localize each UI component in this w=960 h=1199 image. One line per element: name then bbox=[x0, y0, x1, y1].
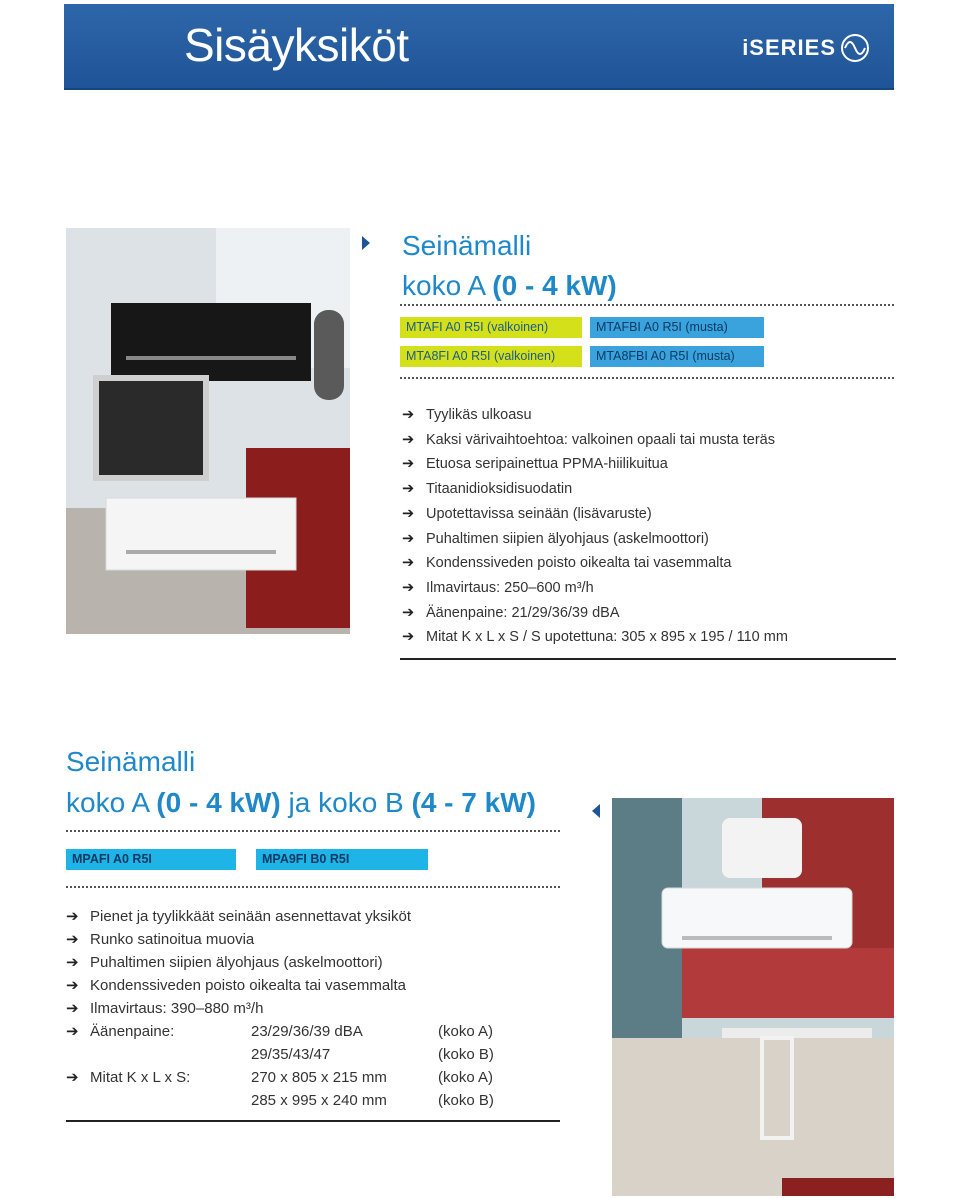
section1-title-line1: Seinämalli bbox=[402, 230, 532, 261]
section2-title-line1: Seinämalli bbox=[66, 746, 196, 777]
list-item: ➔ Mitat K x L x S / S upotettuna: 305 x 895 x 195 / 110 mm bbox=[402, 625, 788, 650]
arrow-right-icon: ➔ bbox=[66, 908, 79, 925]
list-item: ➔ Etuosa seripainettua PPMA-hiilikuitua bbox=[402, 452, 788, 477]
model-badge: MTA8FBI A0 R5I (musta) bbox=[590, 346, 764, 367]
section1-title-line2 bbox=[402, 266, 617, 306]
arrow-right-icon: ➔ bbox=[402, 481, 415, 498]
arrow-right-icon: ➔ bbox=[402, 431, 415, 448]
logo-text: iSERIES bbox=[742, 35, 836, 60]
feature-list bbox=[66, 905, 411, 1020]
list-item: ➔ Kaksi värivaihtoehtoa: valkoinen opaali tai musta teräs bbox=[402, 428, 788, 453]
list-item: ➔ Kondenssiveden poisto oikealta tai vasemmalta bbox=[66, 974, 411, 997]
divider-solid bbox=[400, 658, 896, 660]
model-badge: MTAFI A0 R5I (valkoinen) bbox=[400, 317, 582, 338]
arrow-right-icon: ➔ bbox=[402, 555, 415, 572]
section2-title-line2: koko A (0 - 4 kW) ja koko B (4 - 7 kW) bbox=[66, 787, 536, 818]
iseries-logo bbox=[742, 32, 870, 64]
list-item: ➔ Äänenpaine: 21/29/36/39 dBA bbox=[402, 601, 788, 626]
section-marker-icon bbox=[592, 804, 600, 818]
list-item: ➔ Titaanidioksidisuodatin bbox=[402, 477, 788, 502]
arrow-right-icon: ➔ bbox=[66, 1000, 79, 1017]
arrow-right-icon: ➔ bbox=[66, 931, 79, 948]
kitchen-photo bbox=[612, 798, 894, 1196]
arrow-right-icon: ➔ bbox=[66, 1023, 79, 1040]
model-badge: MTA8FI A0 R5I (valkoinen) bbox=[400, 346, 582, 367]
divider-dotted bbox=[66, 886, 560, 888]
list-item: ➔ Puhaltimen siipien älyohjaus (askelmoottori) bbox=[402, 527, 788, 552]
sine-wave-icon bbox=[840, 33, 870, 63]
list-item: ➔ Ilmavirtaus: 390–880 m³/h bbox=[66, 997, 411, 1020]
divider-dotted bbox=[66, 830, 560, 832]
size-label: koko A bbox=[402, 270, 493, 301]
list-item: ➔ Upotettavissa seinään (lisävaruste) bbox=[402, 502, 788, 527]
page-header bbox=[64, 4, 894, 90]
list-item: ➔ Ilmavirtaus: 250–600 m³/h bbox=[402, 576, 788, 601]
section-marker-icon bbox=[362, 236, 370, 250]
arrow-right-icon: ➔ bbox=[402, 579, 415, 596]
spec-row: 285 x 995 x 240 mm (koko B) bbox=[251, 1092, 494, 1109]
spec-row: 29/35/43/47 (koko B) bbox=[251, 1046, 494, 1063]
list-item: ➔ Kondenssiveden poisto oikealta tai vasemmalta bbox=[402, 551, 788, 576]
arrow-right-icon: ➔ bbox=[402, 505, 415, 522]
arrow-right-icon: ➔ bbox=[402, 456, 415, 473]
model-badge: MPA9FI B0 R5I bbox=[256, 849, 428, 870]
model-badge: MPAFI A0 R5I bbox=[66, 849, 236, 870]
list-item: ➔ Tyylikäs ulkoasu bbox=[402, 403, 788, 428]
arrow-right-icon: ➔ bbox=[402, 530, 415, 547]
arrow-right-icon: ➔ bbox=[66, 954, 79, 971]
list-item: ➔ Runko satinoitua muovia bbox=[66, 928, 411, 951]
arrow-right-icon: ➔ bbox=[66, 1069, 79, 1086]
divider-dotted bbox=[400, 377, 894, 379]
list-item: ➔ Puhaltimen siipien älyohjaus (askelmoottori) bbox=[66, 951, 411, 974]
model-badge: MTAFBI A0 R5I (musta) bbox=[590, 317, 764, 338]
arrow-right-icon: ➔ bbox=[402, 407, 415, 423]
spec-row: ➔ Mitat K x L x S: 270 x 805 x 215 mm (koko A) bbox=[66, 1066, 506, 1089]
power-range: (0 - 4 kW) bbox=[492, 270, 617, 301]
arrow-right-icon: ➔ bbox=[66, 977, 79, 994]
page-title: Sisäyksiköt bbox=[184, 19, 409, 71]
feature-list bbox=[402, 403, 788, 650]
living-room-illustration bbox=[66, 228, 350, 634]
arrow-right-icon: ➔ bbox=[402, 604, 415, 621]
divider-dotted bbox=[400, 304, 894, 306]
list-item: ➔ Pienet ja tyylikkäät seinään asennettavat yksiköt bbox=[66, 905, 411, 928]
living-room-photo bbox=[66, 228, 350, 634]
spec-row: ➔ Äänenpaine: 23/29/36/39 dBA (koko A) bbox=[66, 1020, 506, 1043]
divider-solid bbox=[66, 1120, 560, 1122]
kitchen-illustration bbox=[612, 798, 894, 1196]
arrow-right-icon: ➔ bbox=[402, 629, 415, 646]
